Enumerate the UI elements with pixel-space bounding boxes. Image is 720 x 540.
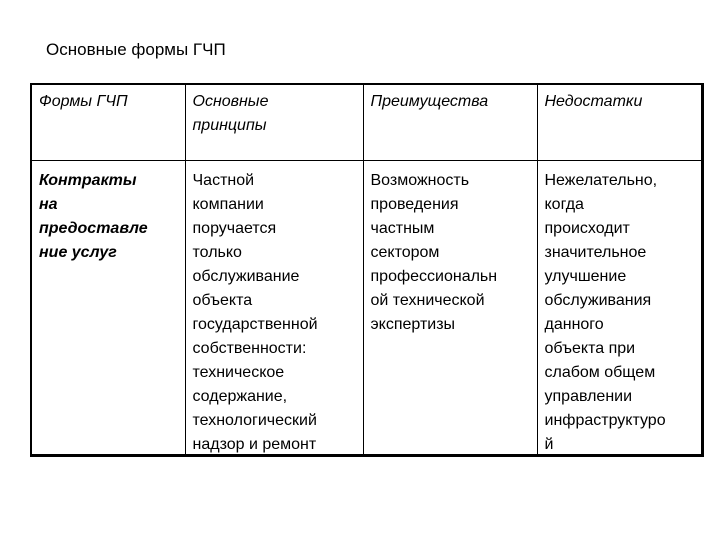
table-row xyxy=(32,161,701,458)
principle-text: Частной компании поручается только обслуживание объекта государственной собственности: техническое содержание, технологический надзор и ремонт xyxy=(192,172,318,453)
header-cell-disadvantages xyxy=(537,85,701,161)
header-principles-label: Основные принципы xyxy=(192,93,269,134)
page-title: Основные формы ГЧП xyxy=(46,40,226,59)
advantage-text: Возможность проведения частным сектором профессиональн ой технической экспертизы xyxy=(370,172,498,333)
header-cell-principles xyxy=(185,85,363,161)
header-advantages-label: Преимущества xyxy=(370,93,489,110)
forms-table-frame xyxy=(30,83,704,457)
disadvantage-text: Нежелательно, когда происходит значительное улучшение обслуживания данного объекта при слабом общем управлении инфраструктуро й xyxy=(544,172,666,453)
header-cell-forms xyxy=(32,85,185,161)
header-disadvantages-label: Недостатки xyxy=(544,93,643,110)
forms-table xyxy=(32,85,701,457)
advantage-cell xyxy=(363,161,537,458)
disadvantage-cell xyxy=(537,161,701,458)
table-header-row xyxy=(32,85,701,161)
form-name-text: Контракты на предоставле ние услуг xyxy=(39,172,148,261)
principle-cell xyxy=(185,161,363,458)
header-forms-label: Формы ГЧП xyxy=(39,93,128,110)
header-cell-advantages xyxy=(363,85,537,161)
form-name-cell xyxy=(32,161,185,458)
